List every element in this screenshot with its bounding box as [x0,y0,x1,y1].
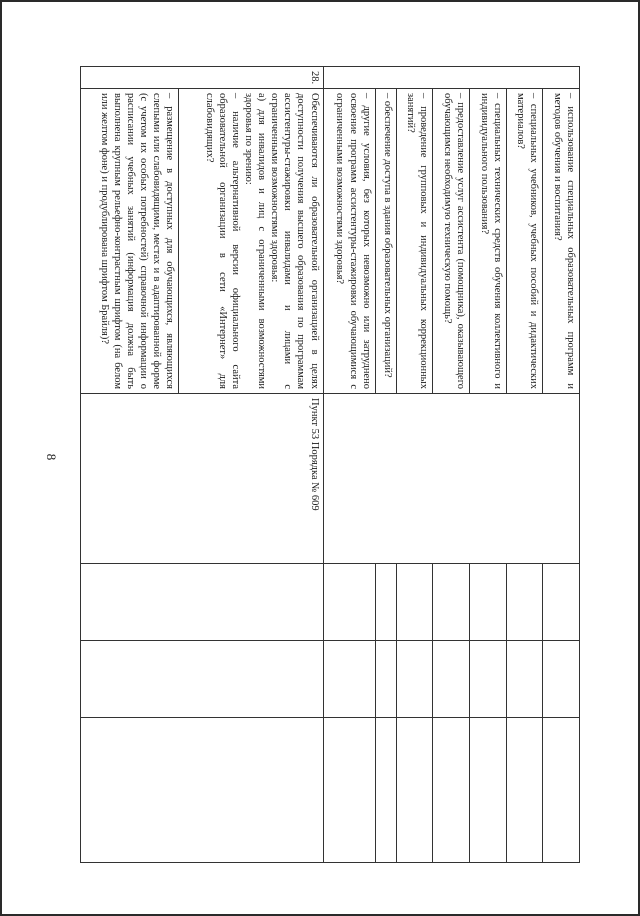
reference-cell [323,394,579,564]
checklist-table [80,66,580,863]
question-cell: – специальных технических средств обучения коллективного и индивидуального пользования? [470,89,507,394]
answer-cell [323,641,375,718]
question-cell: – специальных учебников, учебных пособий и дидактических материалов? [506,89,543,394]
answer-cell [81,641,324,718]
question-cell: – другие условия, без которых невозможно или затруднено освоение программ ассистентуры-стажировки обучающимися с ограниченными возможностями здоровья? [323,89,375,394]
answer-cell [375,641,396,718]
rotated-table-container [80,66,580,862]
question-cell: – размещение в доступных для обучающихся, являющихся слепыми или слабовидящими, местах и в адаптированной форме (с учетом их особых потребностей) справочной информации о расписании учебных занятий (информация должна быть выполнена крупным рельефно-контрастным шрифтом (на белом или желтом фоне) и продублирована шрифтом Брайля)? [81,89,179,394]
note-cell [506,718,543,863]
question-cell: – обеспечение доступа в здания образовательных организаций? [375,89,396,394]
answer-cell [506,641,543,718]
answer-cell [81,564,324,641]
row-number-cell: 28. [81,67,324,89]
answer-cell [470,641,507,718]
question-cell: – использование специальных образовательных программ и методов обучения и воспитания? [543,89,580,394]
question-subitem: – наличие альтернативной версии официального сайта образовательной организации в сети «Интернет» для слабовидящих? [203,93,241,389]
note-cell [375,718,396,863]
table-row [543,67,580,863]
answer-cell [323,564,375,641]
question-cell: – предоставление услуг ассистента (помощника), оказывающего обучающимся необходимую техническую помощь? [433,89,470,394]
question-cell [179,89,323,394]
question-subitem-a: а) для инвалидов и лиц с ограниченными возможностями здоровья по зрению: [243,93,268,389]
answer-cell [543,641,580,718]
answer-cell [396,641,433,718]
answer-cell [433,641,470,718]
answer-cell [375,564,396,641]
answer-cell [470,564,507,641]
page-number: 8 [44,453,59,461]
answer-cell [506,564,543,641]
question-intro: Обеспечиваются ли образовательной организацией в целях доступности получения высшего образования по программам ассистентуры-стажировки инвалидами и лицами с ограниченными возможностями здоровья: [269,93,320,389]
note-cell [470,718,507,863]
row-number-cell [323,67,579,89]
answer-cell [543,564,580,641]
note-cell [323,718,375,863]
question-cell: – проведение групповых и индивидуальных коррекционных занятий? [396,89,433,394]
note-cell [396,718,433,863]
note-cell [543,718,580,863]
table-row-28 [179,67,323,863]
note-cell [81,718,324,863]
answer-cell [433,564,470,641]
reference-cell: Пункт 53 Порядка № 609 [81,394,324,564]
note-cell [433,718,470,863]
answer-cell [396,564,433,641]
